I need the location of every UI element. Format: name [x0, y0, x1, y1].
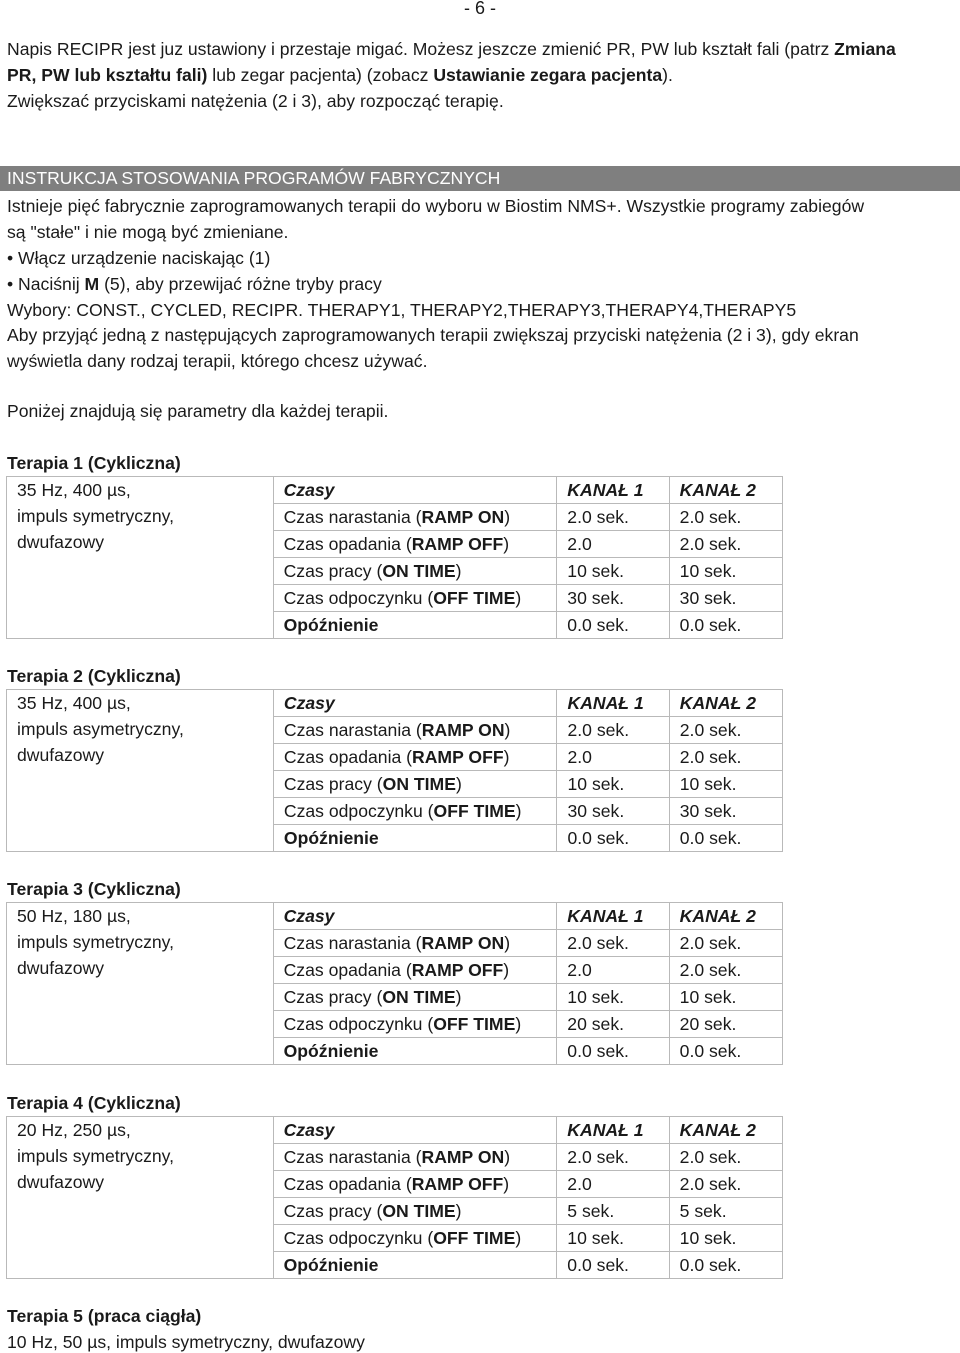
ramp-on-label-bold: RAMP ON [421, 720, 505, 740]
header-channel-2: KANAŁ 2 [669, 477, 782, 504]
ramp-on-channel-2: 2.0 sek. [669, 504, 782, 531]
bullet-mode-key: M [84, 274, 100, 294]
on-time-label-paren: ) [455, 774, 462, 794]
intro-line-2-bold-a: PR, PW lub kształtu fali) [7, 65, 208, 85]
ramp-on-label-paren: ) [504, 720, 511, 740]
on-time-label-paren: ) [455, 987, 462, 1007]
on-time-label [273, 771, 557, 798]
on-time-label [273, 1198, 557, 1225]
on-time-channel-1: 10 sek. [557, 771, 669, 798]
ramp-off-label-bold: RAMP OFF [411, 1174, 504, 1194]
intro-line-2-text-d: ). [662, 65, 673, 85]
bullet-mode-a: • Naciśnij [7, 274, 85, 294]
delay-channel-2: 0.0 sek. [669, 825, 782, 852]
ramp-on-label-bold: RAMP ON [421, 1147, 505, 1167]
on-time-label-text: Czas pracy ( [283, 987, 383, 1007]
header-channel-2: KANAŁ 2 [669, 903, 782, 930]
on-time-channel-2: 10 sek. [669, 984, 782, 1011]
off-time-channel-2: 20 sek. [669, 1011, 782, 1038]
ramp-on-channel-2: 2.0 sek. [669, 1144, 782, 1171]
off-time-channel-2: 30 sek. [669, 585, 782, 612]
off-time-label-bold: OFF TIME [433, 801, 516, 821]
delay-channel-1: 0.0 sek. [557, 825, 669, 852]
table-header-row [7, 903, 783, 930]
header-channel-1: KANAŁ 1 [557, 903, 669, 930]
therapy-1-title: Terapia 1 (Cykliczna) [7, 453, 181, 473]
ramp-on-label-bold: RAMP ON [421, 507, 505, 527]
intro-line-2 [7, 64, 673, 86]
bullet-mode-c: (5), aby przewijać różne tryby pracy [99, 274, 382, 294]
therapy-3-title: Terapia 3 (Cykliczna) [7, 879, 181, 899]
off-time-label [273, 1011, 557, 1038]
body-p1-line-2: są "stałe" i nie mogą być zmieniane. [7, 222, 289, 242]
ramp-on-label-paren: ) [504, 1147, 511, 1167]
on-time-label-bold: ON TIME [382, 987, 456, 1007]
therapy-desc-line: dwufazowy [17, 958, 105, 978]
ramp-off-label-paren: ) [503, 1174, 510, 1194]
therapy-desc-line: 50 Hz, 180 µs, [17, 906, 131, 926]
ramp-on-channel-2: 2.0 sek. [669, 717, 782, 744]
ramp-off-channel-2: 2.0 sek. [669, 1171, 782, 1198]
ramp-off-label [273, 957, 557, 984]
header-channel-2: KANAŁ 2 [669, 690, 782, 717]
header-times: Czasy [273, 690, 557, 717]
ramp-on-channel-1: 2.0 sek. [557, 717, 669, 744]
therapy-desc-line: dwufazowy [17, 532, 105, 552]
therapy-3-table [6, 902, 783, 1065]
off-time-label-text: Czas odpoczynku ( [283, 1014, 434, 1034]
page-number: - 6 - [463, 0, 496, 18]
header-channel-2: KANAŁ 2 [669, 1117, 782, 1144]
params-intro: Poniżej znajdują się parametry dla każdej terapii. [7, 401, 389, 421]
delay-channel-1: 0.0 sek. [557, 1038, 669, 1065]
delay-channel-2: 0.0 sek. [669, 1038, 782, 1065]
therapy-desc-line: impuls symetryczny, [17, 932, 175, 952]
off-time-label-text: Czas odpoczynku ( [283, 1228, 434, 1248]
on-time-channel-1: 5 sek. [557, 1198, 669, 1225]
off-time-channel-1: 20 sek. [557, 1011, 669, 1038]
header-times: Czasy [273, 1117, 557, 1144]
choices-line: Wybory: CONST., CYCLED, RECIPR. THERAPY1, THERAPY2,THERAPY3,THERAPY4,THERAPY5 [7, 300, 797, 320]
on-time-label-bold: ON TIME [382, 774, 456, 794]
therapy-desc [7, 1117, 274, 1279]
off-time-label-bold: OFF TIME [433, 1014, 516, 1034]
delay-channel-1: 0.0 sek. [557, 1252, 669, 1279]
therapy-2-table [6, 689, 783, 852]
ramp-on-label [273, 1144, 557, 1171]
ramp-on-channel-1: 2.0 sek. [557, 1144, 669, 1171]
table-header-row [7, 1117, 783, 1144]
therapy-1-table [6, 476, 783, 639]
therapy-desc-line: dwufazowy [17, 745, 105, 765]
ramp-on-label-text: Czas narastania ( [283, 720, 422, 740]
section-banner [0, 166, 960, 191]
ramp-on-channel-1: 2.0 sek. [557, 930, 669, 957]
ramp-on-label-paren: ) [504, 507, 511, 527]
therapy-4-title: Terapia 4 (Cykliczna) [7, 1093, 181, 1113]
on-time-label-text: Czas pracy ( [283, 1201, 383, 1221]
therapy-desc-line: impuls asymetryczny, [17, 719, 184, 739]
off-time-label [273, 585, 557, 612]
delay-label: Opóźnienie [273, 1252, 557, 1279]
off-time-label-paren: ) [515, 588, 522, 608]
therapy-desc-line: impuls symetryczny, [17, 506, 175, 526]
ramp-off-channel-2: 2.0 sek. [669, 531, 782, 558]
body-p2-line-1: Aby przyjąć jedną z następujących zaprogramowanych terapii zwiększaj przyciski natężenia (2 i 3), gdy ekran [7, 325, 859, 345]
ramp-on-label [273, 717, 557, 744]
ramp-off-label-text: Czas opadania ( [283, 960, 412, 980]
ramp-on-label [273, 930, 557, 957]
off-time-label-bold: OFF TIME [433, 588, 516, 608]
off-time-channel-2: 30 sek. [669, 798, 782, 825]
ramp-off-label-paren: ) [503, 960, 510, 980]
off-time-label-bold: OFF TIME [433, 1228, 516, 1248]
header-times: Czasy [273, 903, 557, 930]
ramp-on-label-text: Czas narastania ( [283, 507, 422, 527]
off-time-label-paren: ) [515, 1014, 522, 1034]
delay-channel-1: 0.0 sek. [557, 612, 669, 639]
ramp-off-channel-1: 2.0 [557, 531, 669, 558]
off-time-label-paren: ) [515, 801, 522, 821]
off-time-label-paren: ) [515, 1228, 522, 1248]
ramp-off-channel-1: 2.0 [557, 744, 669, 771]
therapy-desc-line: 35 Hz, 400 µs, [17, 693, 131, 713]
off-time-label-text: Czas odpoczynku ( [283, 588, 434, 608]
delay-channel-2: 0.0 sek. [669, 612, 782, 639]
ramp-off-channel-2: 2.0 sek. [669, 957, 782, 984]
ramp-off-label [273, 744, 557, 771]
ramp-off-label-text: Czas opadania ( [283, 1174, 412, 1194]
ramp-on-label [273, 504, 557, 531]
delay-label: Opóźnienie [273, 825, 557, 852]
therapy-5-desc: 10 Hz, 50 µs, impuls symetryczny, dwufazowy [7, 1332, 365, 1352]
on-time-channel-2: 10 sek. [669, 558, 782, 585]
ramp-off-channel-2: 2.0 sek. [669, 744, 782, 771]
ramp-off-label-bold: RAMP OFF [411, 534, 504, 554]
header-channel-1: KANAŁ 1 [557, 690, 669, 717]
on-time-label [273, 984, 557, 1011]
intro-line-2-text-b: lub zegar pacjenta) (zobacz [207, 65, 434, 85]
therapy-desc-line: 35 Hz, 400 µs, [17, 480, 131, 500]
on-time-label-paren: ) [455, 1201, 462, 1221]
therapy-2-title: Terapia 2 (Cykliczna) [7, 666, 181, 686]
table-header-row [7, 477, 783, 504]
header-channel-1: KANAŁ 1 [557, 477, 669, 504]
delay-channel-2: 0.0 sek. [669, 1252, 782, 1279]
body-p2-line-2: wyświetla dany rodzaj terapii, którego chcesz używać. [7, 351, 428, 371]
therapy-desc [7, 690, 274, 852]
ramp-off-label-text: Czas opadania ( [283, 747, 413, 767]
on-time-channel-2: 5 sek. [669, 1198, 782, 1225]
therapy-desc-line: impuls symetryczny, [17, 1146, 175, 1166]
therapy-desc [7, 477, 274, 639]
therapy-desc [7, 903, 274, 1065]
ramp-off-label-bold: RAMP OFF [411, 960, 504, 980]
therapy-5-title: Terapia 5 (praca ciągła) [7, 1306, 202, 1326]
off-time-channel-1: 10 sek. [557, 1225, 669, 1252]
ramp-on-label-bold: RAMP ON [421, 933, 505, 953]
on-time-channel-2: 10 sek. [669, 771, 782, 798]
ramp-on-channel-2: 2.0 sek. [669, 930, 782, 957]
delay-label: Opóźnienie [273, 1038, 557, 1065]
intro-line-3: Zwiększać przyciskami natężenia (2 i 3), aby rozpocząć terapię. [7, 91, 504, 111]
delay-label: Opóźnienie [273, 612, 557, 639]
ramp-off-label [273, 1171, 557, 1198]
ramp-off-label-paren: ) [503, 747, 510, 767]
table-header-row [7, 690, 783, 717]
ramp-off-label-bold: RAMP OFF [412, 747, 504, 767]
off-time-label [273, 798, 557, 825]
on-time-label-text: Czas pracy ( [283, 774, 383, 794]
therapy-4-table [6, 1116, 783, 1279]
on-time-label-bold: ON TIME [382, 1201, 456, 1221]
therapy-desc-line: dwufazowy [17, 1172, 105, 1192]
bullet-power-on: • Włącz urządzenie naciskając (1) [7, 248, 271, 268]
intro-line-1 [7, 38, 896, 60]
ramp-off-label-paren: ) [503, 534, 510, 554]
ramp-on-channel-1: 2.0 sek. [557, 504, 669, 531]
section-title: INSTRUKCJA STOSOWANIA PROGRAMÓW FABRYCZNYCH [7, 168, 501, 188]
ramp-off-channel-1: 2.0 [557, 957, 669, 984]
therapy-desc-line: 20 Hz, 250 µs, [17, 1120, 131, 1140]
intro-line-2-bold-c: Ustawianie zegara pacjenta [433, 65, 663, 85]
body-p1-line-1: Istnieje pięć fabrycznie zaprogramowanych terapii do wyboru w Biostim NMS+. Wszystkie programy zabiegów [7, 196, 865, 216]
intro-line-1-text: Napis RECIPR jest juz ustawiony i przestaje migać. Możesz jeszcze zmienić PR, PW lub kształt fali (patrz [7, 39, 835, 59]
ramp-on-label-paren: ) [504, 933, 511, 953]
header-times: Czasy [273, 477, 557, 504]
off-time-channel-1: 30 sek. [557, 798, 669, 825]
off-time-label [273, 1225, 557, 1252]
on-time-label-text: Czas pracy ( [283, 561, 383, 581]
on-time-label [273, 558, 557, 585]
off-time-label-text: Czas odpoczynku ( [283, 801, 434, 821]
on-time-label-bold: ON TIME [382, 561, 456, 581]
intro-line-1-bold: Zmiana [834, 39, 896, 59]
ramp-off-label-text: Czas opadania ( [283, 534, 412, 554]
bullet-mode [7, 273, 382, 295]
on-time-label-paren: ) [455, 561, 462, 581]
ramp-off-label [273, 531, 557, 558]
on-time-channel-1: 10 sek. [557, 558, 669, 585]
on-time-channel-1: 10 sek. [557, 984, 669, 1011]
ramp-on-label-text: Czas narastania ( [283, 933, 422, 953]
off-time-channel-1: 30 sek. [557, 585, 669, 612]
ramp-off-channel-1: 2.0 [557, 1171, 669, 1198]
off-time-channel-2: 10 sek. [669, 1225, 782, 1252]
header-channel-1: KANAŁ 1 [557, 1117, 669, 1144]
ramp-on-label-text: Czas narastania ( [283, 1147, 422, 1167]
